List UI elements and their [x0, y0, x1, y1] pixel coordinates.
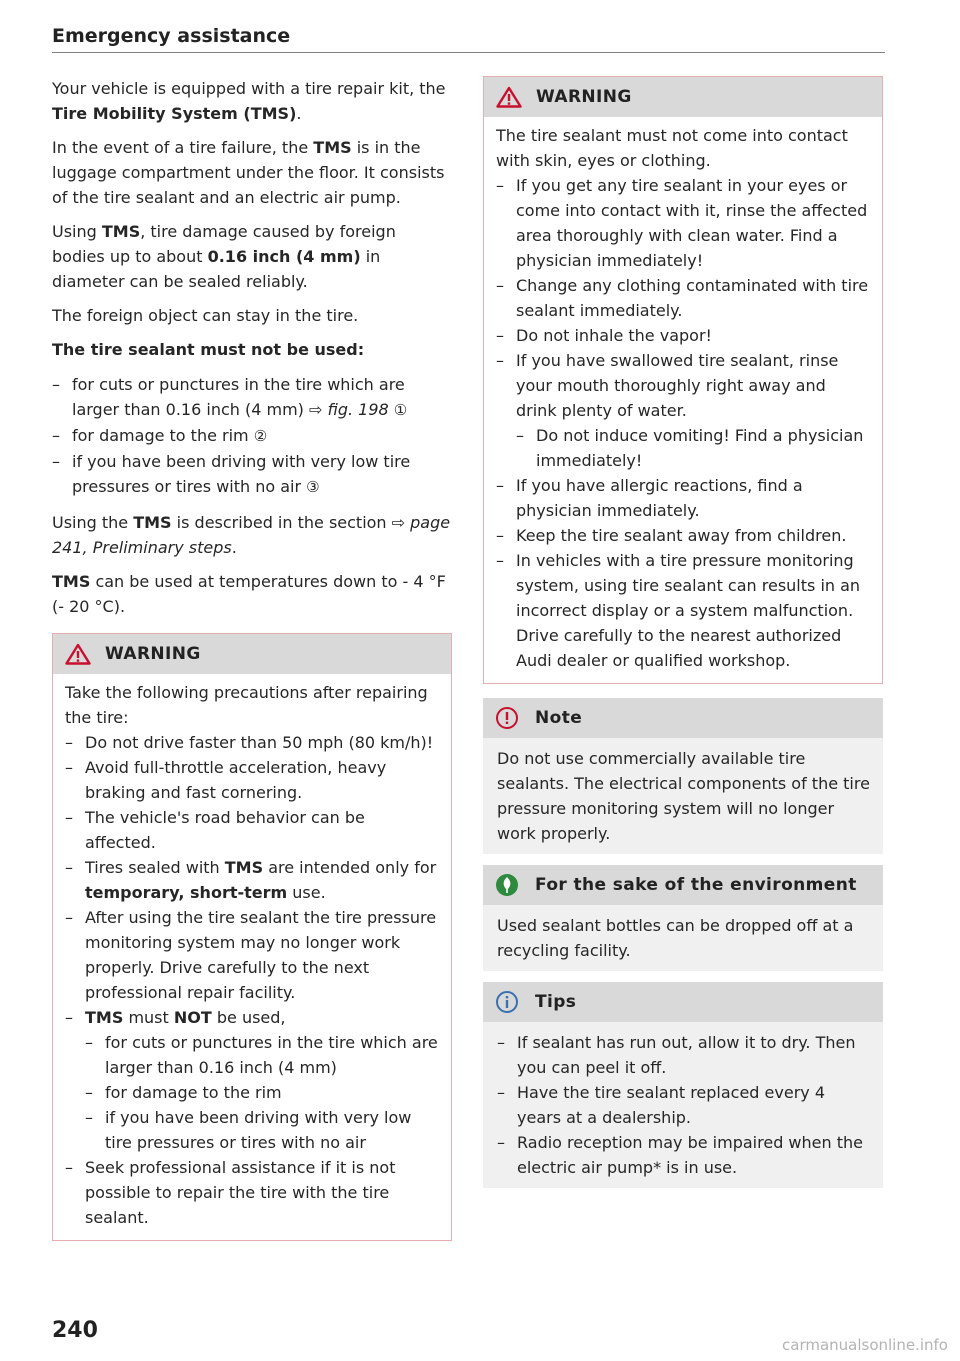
list-item: – if you have been driving with very low tire pressures or tires with no air — [85, 1105, 439, 1155]
warning-sublist — [516, 423, 870, 473]
header-rule — [52, 52, 885, 53]
list-item: – if you have been driving with very low tire pressures or tires with no air ③ — [52, 449, 452, 500]
environment-header: For the sake of the environment — [483, 865, 883, 905]
callout-number: ② — [253, 427, 268, 445]
list-item: – The vehicle's road behavior can be affected. — [65, 805, 439, 855]
page-reference-link[interactable]: ⇨ page 241, Preliminary steps — [52, 513, 451, 557]
environment-box — [483, 865, 883, 971]
sealant-restriction-heading: The tire sealant must not be used: — [52, 340, 365, 359]
warning-list — [65, 730, 439, 1230]
warning-box — [52, 633, 452, 1241]
restriction-list — [52, 372, 452, 500]
tms-location-paragraph: In the event of a tire failure, the TMS is in the luggage compartment under the floor. It consists of the tire sealant and an electric air pump. — [52, 138, 445, 207]
warning-list — [496, 173, 870, 673]
note-box — [483, 698, 883, 854]
environment-text: Used sealant bottles can be dropped off at a recycling facility. — [497, 916, 854, 960]
info-icon — [495, 988, 525, 1016]
tips-box — [483, 982, 883, 1188]
list-item: – Do not drive faster than 50 mph (80 km/h)! — [65, 730, 439, 755]
tips-header: Tips — [483, 982, 883, 1022]
warning-triangle-icon — [496, 83, 526, 111]
temperature-paragraph: TMS can be used at temperatures down to - 4 °F (- 20 °C). — [52, 572, 446, 616]
tms-capacity-paragraph: Using TMS, tire damage caused by foreign bodies up to about 0.16 inch (4 mm) in diameter can be sealed reliably. — [52, 222, 396, 291]
section-title: Emergency assistance — [52, 25, 291, 47]
list-item: – If you get any tire sealant in your eyes or come into contact with it, rinse the affected area thoroughly with clean water. Find a physician immediately! — [496, 173, 870, 273]
tms-usage-paragraph: Using the TMS is described in the section ⇨ page 241, Preliminary steps. — [52, 513, 451, 557]
list-item: – Change any clothing contaminated with tire sealant immediately. — [496, 273, 870, 323]
callout-number: ③ — [306, 478, 320, 496]
note-header: Note — [483, 698, 883, 738]
tips-list — [497, 1030, 871, 1180]
list-item: – Do not induce vomiting! Find a physician immediately! — [516, 423, 870, 473]
list-item: – for cuts or punctures in the tire which are larger than 0.16 inch (4 mm) ⇨ fig. 198 ① — [52, 372, 452, 423]
list-item: – for damage to the rim ② — [52, 423, 452, 449]
warning-header: WARNING — [484, 77, 882, 117]
list-item: – Radio reception may be impaired when the electric air pump* is in use. — [497, 1130, 871, 1180]
list-item: – Do not inhale the vapor! — [496, 323, 870, 348]
warning-intro: The tire sealant must not come into contact with skin, eyes or clothing. — [496, 126, 848, 170]
list-item: – for cuts or punctures in the tire which are larger than 0.16 inch (4 mm) — [85, 1030, 439, 1080]
intro-paragraph: Your vehicle is equipped with a tire repair kit, the Tire Mobility System (TMS). — [52, 79, 446, 123]
list-item: – TMS must NOT be used, – for cuts or punctures in the tire which are larger than 0.16 inch (4 mm) – for damage to the rim – if you have been driving with very low tire pressures or tires with no air — [65, 1005, 439, 1155]
environment-leaf-icon — [495, 871, 525, 899]
warning-header: WARNING — [53, 634, 451, 674]
callout-number: ① — [393, 401, 408, 419]
list-item: – Have the tire sealant replaced every 4 years at a dealership. — [497, 1080, 871, 1130]
foreign-object-paragraph: The foreign object can stay in the tire. — [52, 306, 359, 325]
list-item: – If you have swallowed tire sealant, rinse your mouth thoroughly right away and drink plenty of water. – Do not induce vomiting! Find a physician immediately! — [496, 348, 870, 473]
list-item: – If sealant has run out, allow it to dry. Then you can peel it off. — [497, 1030, 871, 1080]
warning-sublist — [85, 1030, 439, 1155]
page-number: 240 — [52, 1318, 98, 1343]
list-item: – Keep the tire sealant away from children. — [496, 523, 870, 548]
warning-box — [483, 76, 883, 684]
list-item: – Seek professional assistance if it is not possible to repair the tire with the tire sealant. — [65, 1155, 439, 1230]
left-column — [52, 76, 452, 1255]
watermark: carmanualsonline.info — [782, 1336, 948, 1354]
right-column — [483, 76, 883, 1199]
list-item: – If you have allergic reactions, find a physician immediately. — [496, 473, 870, 523]
list-item: – Tires sealed with TMS are intended only for temporary, short-term use. — [65, 855, 439, 905]
note-exclamation-icon — [495, 704, 525, 732]
list-item: – for damage to the rim — [85, 1080, 439, 1105]
list-item: – Avoid full-throttle acceleration, heavy braking and fast cornering. — [65, 755, 439, 805]
figure-reference-link[interactable]: ⇨ fig. 198 — [308, 400, 389, 419]
warning-intro: Take the following precautions after repairing the tire: — [65, 683, 428, 727]
warning-triangle-icon — [65, 640, 95, 668]
list-item: – After using the tire sealant the tire pressure monitoring system may no longer work properly. Drive carefully to the next professional repair facility. — [65, 905, 439, 1005]
note-text: Do not use commercially available tire sealants. The electrical components of the tire pressure monitoring system will no longer work properly. — [497, 749, 870, 843]
list-item: – In vehicles with a tire pressure monitoring system, using tire sealant can results in an incorrect display or a system malfunction. Drive carefully to the nearest authorized Audi dealer or qualified workshop. — [496, 548, 870, 673]
